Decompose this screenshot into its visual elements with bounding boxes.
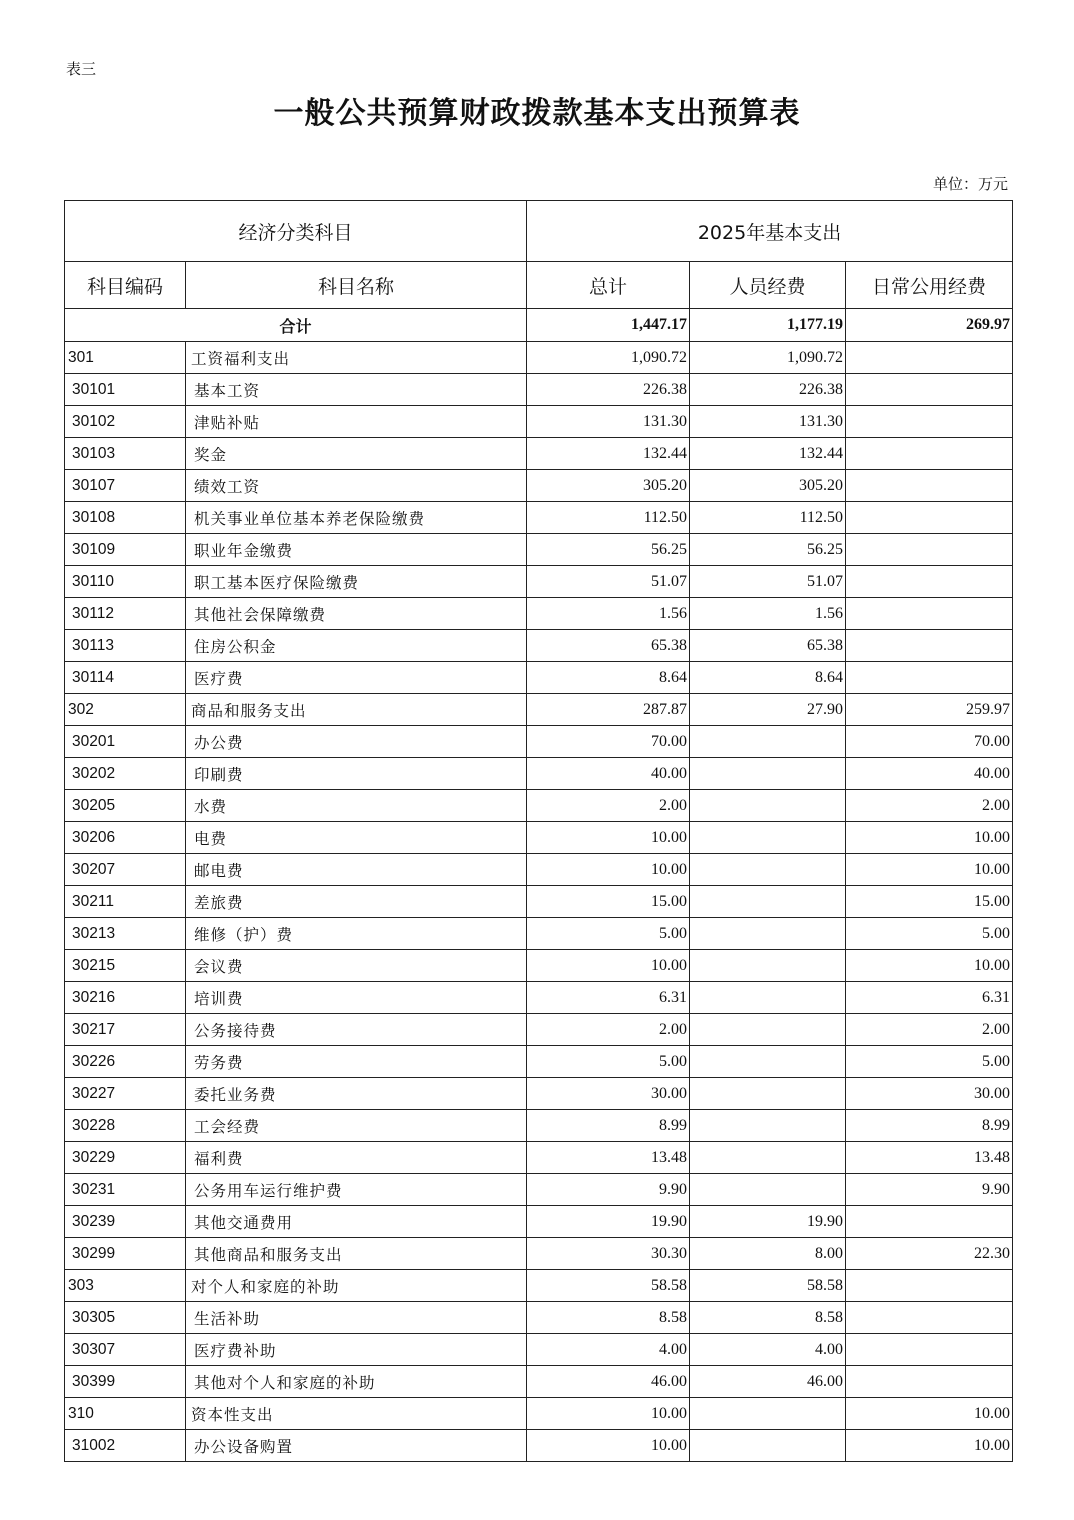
- subject-code: 30114: [65, 662, 186, 694]
- header-economic-classification: 经济分类科目: [65, 201, 527, 262]
- row-public: 40.00: [846, 758, 1013, 790]
- row-public: 10.00: [846, 822, 1013, 854]
- row-personnel: 8.64: [690, 662, 846, 694]
- subject-name: 生活补助: [186, 1302, 527, 1334]
- subject-name: 机关事业单位基本养老保险缴费: [186, 502, 527, 534]
- table-row: [65, 726, 1013, 758]
- row-public: [846, 502, 1013, 534]
- table-row: [65, 694, 1013, 726]
- subject-code: 30101: [65, 374, 186, 406]
- row-total: 58.58: [527, 1270, 690, 1302]
- unit-label: 单位：万元: [932, 175, 1008, 193]
- subject-name: 职工基本医疗保险缴费: [186, 566, 527, 598]
- table-row: [65, 1430, 1013, 1462]
- subject-code: 303: [65, 1270, 186, 1302]
- row-total: 65.38: [527, 630, 690, 662]
- table-row: [65, 1398, 1013, 1430]
- table-row: [65, 1046, 1013, 1078]
- subject-code: 30227: [65, 1078, 186, 1110]
- subject-name: 工会经费: [186, 1110, 527, 1142]
- subject-code: 30231: [65, 1174, 186, 1206]
- row-personnel: [690, 726, 846, 758]
- subject-name: 劳务费: [186, 1046, 527, 1078]
- subject-name: 津贴补贴: [186, 406, 527, 438]
- row-total: 5.00: [527, 1046, 690, 1078]
- row-personnel: [690, 950, 846, 982]
- table-row: [65, 534, 1013, 566]
- subject-name: 对个人和家庭的补助: [186, 1270, 527, 1302]
- row-total: 10.00: [527, 854, 690, 886]
- row-public: [846, 566, 1013, 598]
- table-row: [65, 662, 1013, 694]
- subject-name: 职业年金缴费: [186, 534, 527, 566]
- row-total: 40.00: [527, 758, 690, 790]
- row-public: [846, 374, 1013, 406]
- budget-table: [64, 200, 1013, 1462]
- row-public: [846, 598, 1013, 630]
- row-personnel: 58.58: [690, 1270, 846, 1302]
- row-total: 56.25: [527, 534, 690, 566]
- page-title: 一般公共预算财政拨款基本支出预算表: [273, 96, 801, 131]
- total-personnel: 1,177.19: [690, 309, 846, 342]
- subject-code: 30108: [65, 502, 186, 534]
- subject-name: 办公设备购置: [186, 1430, 527, 1462]
- subject-name: 医疗费: [186, 662, 527, 694]
- row-personnel: 132.44: [690, 438, 846, 470]
- table-row: [65, 342, 1013, 374]
- row-personnel: 8.00: [690, 1238, 846, 1270]
- row-public: [846, 1270, 1013, 1302]
- subject-name: 其他交通费用: [186, 1206, 527, 1238]
- row-total: 10.00: [527, 1398, 690, 1430]
- row-public: 10.00: [846, 950, 1013, 982]
- row-public: 2.00: [846, 1014, 1013, 1046]
- row-total: 13.48: [527, 1142, 690, 1174]
- row-public: [846, 1206, 1013, 1238]
- subject-name: 医疗费补助: [186, 1334, 527, 1366]
- row-public: [846, 534, 1013, 566]
- row-public: [846, 1366, 1013, 1398]
- row-public: 2.00: [846, 790, 1013, 822]
- row-personnel: 4.00: [690, 1334, 846, 1366]
- table-row: [65, 1142, 1013, 1174]
- subject-code: 30202: [65, 758, 186, 790]
- subject-name: 公务用车运行维护费: [186, 1174, 527, 1206]
- subject-name: 印刷费: [186, 758, 527, 790]
- subject-name: 其他对个人和家庭的补助: [186, 1366, 527, 1398]
- total-row: [65, 309, 1013, 342]
- header-group-row: [65, 201, 1013, 262]
- subject-name: 奖金: [186, 438, 527, 470]
- row-personnel: 226.38: [690, 374, 846, 406]
- row-total: 287.87: [527, 694, 690, 726]
- row-total: 5.00: [527, 918, 690, 950]
- row-total: 2.00: [527, 790, 690, 822]
- row-personnel: 112.50: [690, 502, 846, 534]
- row-personnel: [690, 1174, 846, 1206]
- row-public: [846, 662, 1013, 694]
- row-public: 15.00: [846, 886, 1013, 918]
- row-personnel: 305.20: [690, 470, 846, 502]
- subject-code: 30226: [65, 1046, 186, 1078]
- row-public: 70.00: [846, 726, 1013, 758]
- row-public: 22.30: [846, 1238, 1013, 1270]
- subject-code: 30213: [65, 918, 186, 950]
- row-personnel: 19.90: [690, 1206, 846, 1238]
- subject-code: 30299: [65, 1238, 186, 1270]
- subject-code: 30102: [65, 406, 186, 438]
- table-row: [65, 758, 1013, 790]
- header-subject-name: 科目名称: [186, 262, 527, 309]
- table-row: [65, 950, 1013, 982]
- subject-code: 30215: [65, 950, 186, 982]
- subject-code: 30305: [65, 1302, 186, 1334]
- subject-name: 福利费: [186, 1142, 527, 1174]
- table-row: [65, 1110, 1013, 1142]
- subject-code: 30399: [65, 1366, 186, 1398]
- subject-code: 30239: [65, 1206, 186, 1238]
- row-total: 305.20: [527, 470, 690, 502]
- header-subject-code: 科目编码: [65, 262, 186, 309]
- subject-name: 基本工资: [186, 374, 527, 406]
- row-total: 4.00: [527, 1334, 690, 1366]
- table-row: [65, 1366, 1013, 1398]
- row-personnel: 27.90: [690, 694, 846, 726]
- row-public: 10.00: [846, 1430, 1013, 1462]
- table-number-label: 表三: [66, 60, 97, 78]
- subject-code: 310: [65, 1398, 186, 1430]
- header-personnel-expense: 人员经费: [690, 262, 846, 309]
- row-personnel: 65.38: [690, 630, 846, 662]
- table-row: [65, 1334, 1013, 1366]
- row-personnel: [690, 1078, 846, 1110]
- table-row: [65, 1078, 1013, 1110]
- row-public: [846, 630, 1013, 662]
- subject-code: 30211: [65, 886, 186, 918]
- row-personnel: [690, 982, 846, 1014]
- row-total: 8.99: [527, 1110, 690, 1142]
- subject-name: 住房公积金: [186, 630, 527, 662]
- subject-code: 30109: [65, 534, 186, 566]
- row-public: [846, 1302, 1013, 1334]
- row-total: 112.50: [527, 502, 690, 534]
- row-total: 46.00: [527, 1366, 690, 1398]
- row-total: 51.07: [527, 566, 690, 598]
- subject-code: 30229: [65, 1142, 186, 1174]
- subject-code: 30228: [65, 1110, 186, 1142]
- row-public: 5.00: [846, 1046, 1013, 1078]
- row-public: 10.00: [846, 854, 1013, 886]
- row-personnel: [690, 854, 846, 886]
- subject-code: 30112: [65, 598, 186, 630]
- subject-code: 30113: [65, 630, 186, 662]
- table-row: [65, 374, 1013, 406]
- table-row: [65, 438, 1013, 470]
- subject-name: 维修（护）费: [186, 918, 527, 950]
- row-total: 131.30: [527, 406, 690, 438]
- row-total: 1,090.72: [527, 342, 690, 374]
- row-total: 9.90: [527, 1174, 690, 1206]
- header-total: 总计: [527, 262, 690, 309]
- subject-name: 商品和服务支出: [186, 694, 527, 726]
- total-sum: 1,447.17: [527, 309, 690, 342]
- subject-code: 30216: [65, 982, 186, 1014]
- table-row: [65, 982, 1013, 1014]
- subject-name: 电费: [186, 822, 527, 854]
- table-row: [65, 566, 1013, 598]
- row-total: 15.00: [527, 886, 690, 918]
- table-row: [65, 1270, 1013, 1302]
- total-public: 269.97: [846, 309, 1013, 342]
- row-public: 8.99: [846, 1110, 1013, 1142]
- subject-name: 差旅费: [186, 886, 527, 918]
- row-total: 8.58: [527, 1302, 690, 1334]
- row-public: 30.00: [846, 1078, 1013, 1110]
- row-public: 259.97: [846, 694, 1013, 726]
- header-public-expense: 日常公用经费: [846, 262, 1013, 309]
- row-public: 6.31: [846, 982, 1013, 1014]
- row-personnel: 8.58: [690, 1302, 846, 1334]
- row-personnel: [690, 918, 846, 950]
- subject-code: 30103: [65, 438, 186, 470]
- row-public: [846, 406, 1013, 438]
- row-public: [846, 470, 1013, 502]
- subject-name: 办公费: [186, 726, 527, 758]
- row-public: [846, 342, 1013, 374]
- table-row: [65, 1174, 1013, 1206]
- subject-code: 30217: [65, 1014, 186, 1046]
- row-total: 19.90: [527, 1206, 690, 1238]
- row-personnel: [690, 1142, 846, 1174]
- subject-code: 30207: [65, 854, 186, 886]
- row-total: 70.00: [527, 726, 690, 758]
- table-row: [65, 886, 1013, 918]
- subject-code: 30201: [65, 726, 186, 758]
- row-public: [846, 438, 1013, 470]
- row-public: 13.48: [846, 1142, 1013, 1174]
- row-personnel: [690, 1046, 846, 1078]
- row-personnel: 51.07: [690, 566, 846, 598]
- row-personnel: 56.25: [690, 534, 846, 566]
- subject-code: 31002: [65, 1430, 186, 1462]
- row-total: 226.38: [527, 374, 690, 406]
- row-total: 8.64: [527, 662, 690, 694]
- table-row: [65, 1238, 1013, 1270]
- table-row: [65, 598, 1013, 630]
- row-personnel: [690, 886, 846, 918]
- subject-name: 公务接待费: [186, 1014, 527, 1046]
- subject-code: 30110: [65, 566, 186, 598]
- header-basic-expenditure: 2025年基本支出: [527, 201, 1013, 262]
- subject-name: 委托业务费: [186, 1078, 527, 1110]
- row-total: 1.56: [527, 598, 690, 630]
- subject-code: 30307: [65, 1334, 186, 1366]
- row-personnel: [690, 1014, 846, 1046]
- total-label: 合计: [65, 309, 527, 342]
- row-public: [846, 1334, 1013, 1366]
- row-personnel: 1.56: [690, 598, 846, 630]
- row-total: 2.00: [527, 1014, 690, 1046]
- row-personnel: [690, 822, 846, 854]
- table-row: [65, 918, 1013, 950]
- subject-name: 工资福利支出: [186, 342, 527, 374]
- row-total: 30.30: [527, 1238, 690, 1270]
- subject-code: 301: [65, 342, 186, 374]
- subject-code: 30206: [65, 822, 186, 854]
- row-public: 10.00: [846, 1398, 1013, 1430]
- subject-name: 培训费: [186, 982, 527, 1014]
- row-public: 9.90: [846, 1174, 1013, 1206]
- table-row: [65, 1302, 1013, 1334]
- row-personnel: [690, 1398, 846, 1430]
- subject-name: 绩效工资: [186, 470, 527, 502]
- row-total: 10.00: [527, 822, 690, 854]
- row-personnel: 1,090.72: [690, 342, 846, 374]
- subject-name: 邮电费: [186, 854, 527, 886]
- subject-name: 其他社会保障缴费: [186, 598, 527, 630]
- table-row: [65, 406, 1013, 438]
- table-row: [65, 630, 1013, 662]
- table-row: [65, 470, 1013, 502]
- row-total: 30.00: [527, 1078, 690, 1110]
- subject-name: 会议费: [186, 950, 527, 982]
- row-personnel: [690, 1110, 846, 1142]
- table-row: [65, 854, 1013, 886]
- header-column-row: [65, 262, 1013, 309]
- subject-name: 水费: [186, 790, 527, 822]
- row-total: 6.31: [527, 982, 690, 1014]
- row-personnel: [690, 790, 846, 822]
- row-total: 10.00: [527, 1430, 690, 1462]
- row-personnel: 131.30: [690, 406, 846, 438]
- subject-code: 30107: [65, 470, 186, 502]
- table-row: [65, 1014, 1013, 1046]
- row-total: 10.00: [527, 950, 690, 982]
- table-row: [65, 822, 1013, 854]
- table-row: [65, 790, 1013, 822]
- subject-name: 资本性支出: [186, 1398, 527, 1430]
- row-personnel: [690, 758, 846, 790]
- table-row: [65, 502, 1013, 534]
- subject-name: 其他商品和服务支出: [186, 1238, 527, 1270]
- row-personnel: 46.00: [690, 1366, 846, 1398]
- row-personnel: [690, 1430, 846, 1462]
- table-row: [65, 1206, 1013, 1238]
- subject-code: 302: [65, 694, 186, 726]
- row-total: 132.44: [527, 438, 690, 470]
- subject-code: 30205: [65, 790, 186, 822]
- row-public: 5.00: [846, 918, 1013, 950]
